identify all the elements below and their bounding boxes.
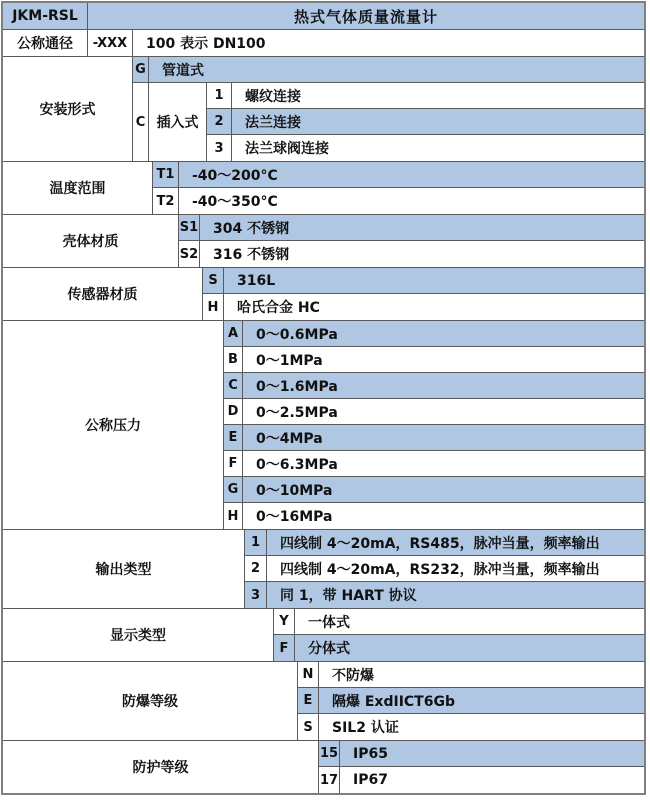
option-text: 法兰连接 <box>245 114 301 131</box>
option-code: H <box>203 294 224 320</box>
option-code: S <box>298 714 319 740</box>
option-code: S <box>203 268 224 293</box>
option-text: 哈氏合金 HC <box>237 300 320 316</box>
section-sensor-material <box>3 268 644 321</box>
option-row <box>224 321 644 347</box>
option-code: G <box>224 477 243 502</box>
option-row <box>224 347 644 373</box>
option-row <box>133 57 644 83</box>
option-code: 1 <box>207 83 232 108</box>
section-label: 防护等级 <box>3 741 319 793</box>
option-text: 管道式 <box>162 62 204 79</box>
option-row <box>245 582 644 608</box>
option-text: 同 1，带 HART 协议 <box>280 588 417 604</box>
option-row <box>224 503 644 529</box>
option-code: D <box>224 399 243 424</box>
option-code: A <box>224 321 243 346</box>
option-code: G <box>133 57 149 82</box>
option-text: 316 不锈钢 <box>213 247 290 263</box>
option-row <box>224 451 644 477</box>
option-text: IP67 <box>353 772 388 788</box>
option-row <box>179 215 644 241</box>
section-label: 输出类型 <box>3 530 245 608</box>
option-text: 一体式 <box>308 614 350 631</box>
option-code: 1 <box>245 530 267 555</box>
option-row <box>224 373 644 399</box>
section-label: 显示类型 <box>3 609 274 661</box>
section-install-type <box>3 57 644 162</box>
option-text: 304 不锈钢 <box>213 220 290 237</box>
section-output-type <box>3 530 644 609</box>
option-row <box>153 188 644 214</box>
option-text: 分体式 <box>308 641 350 657</box>
model-code-cell: JKM-RSL <box>3 3 88 29</box>
option-text: 0～1.6MPa <box>256 378 338 395</box>
option-code: F <box>224 451 243 476</box>
option-code: E <box>224 425 243 450</box>
option-row <box>179 241 644 267</box>
option-row <box>207 83 644 109</box>
section-protection-grade <box>3 741 644 793</box>
option-code: B <box>224 347 243 372</box>
option-row <box>298 688 644 714</box>
option-text: 0～4MPa <box>256 430 323 447</box>
option-code: 3 <box>207 135 232 161</box>
spec-selection-table <box>1 1 646 795</box>
option-text: 不防爆 <box>332 667 374 684</box>
option-text: 0～0.6MPa <box>256 326 338 343</box>
option-code: C <box>133 83 149 161</box>
section-label: 壳体材质 <box>3 215 179 267</box>
insert-type-label: 插入式 <box>149 83 207 161</box>
section-shell-material <box>3 215 644 268</box>
section-label: 温度范围 <box>3 162 153 214</box>
option-row <box>274 635 644 661</box>
option-row <box>319 767 644 793</box>
option-row <box>224 399 644 425</box>
option-row <box>207 135 644 161</box>
option-text: 0～2.5MPa <box>256 404 338 421</box>
option-row <box>224 477 644 503</box>
section-display-type <box>3 609 644 662</box>
section-nominal-diameter <box>3 30 644 57</box>
option-text: IP65 <box>353 745 388 762</box>
section-label: 公称压力 <box>3 321 224 529</box>
section-label: 安装形式 <box>3 57 133 161</box>
option-code: H <box>224 503 243 529</box>
option-code: C <box>224 373 243 398</box>
option-text: 法兰球阀连接 <box>245 141 329 157</box>
option-text: 四线制 4～20mA，RS485，脉冲当量，频率输出 <box>280 535 600 552</box>
option-row <box>245 556 644 582</box>
option-text: -40～350°C <box>192 194 278 210</box>
option-row <box>319 741 644 767</box>
option-row <box>153 162 644 188</box>
option-code: 2 <box>245 556 267 581</box>
option-code: T2 <box>153 188 179 214</box>
option-row <box>207 109 644 135</box>
option-code: -XXX <box>88 30 133 56</box>
option-code: 15 <box>319 741 340 766</box>
option-text: 隔爆 ExdIICT6Gb <box>332 693 455 710</box>
option-text: 0～16MPa <box>256 509 333 525</box>
option-text: 四线制 4～20mA，RS232，脉冲当量，频率输出 <box>280 561 600 578</box>
option-code: 17 <box>319 767 340 793</box>
option-row <box>274 609 644 635</box>
option-text: 0～6.3MPa <box>256 456 338 473</box>
section-explosion-proof-grade <box>3 662 644 741</box>
option-code: 2 <box>207 109 232 134</box>
option-text: 0～10MPa <box>256 482 333 499</box>
option-text: 316L <box>237 272 276 289</box>
option-code: Y <box>274 609 295 634</box>
section-label: 防爆等级 <box>3 662 298 740</box>
section-temperature-range <box>3 162 644 215</box>
section-nominal-pressure <box>3 321 644 530</box>
option-row <box>245 530 644 556</box>
section-header <box>3 3 644 30</box>
table-title: 热式气体质量流量计 <box>293 7 438 26</box>
section-label: 传感器材质 <box>3 268 203 320</box>
option-text: 螺纹连接 <box>245 88 301 105</box>
section-label: 公称通径 <box>3 30 88 56</box>
option-code: 3 <box>245 582 267 608</box>
option-text: SIL2 认证 <box>332 720 399 736</box>
option-row <box>203 268 644 294</box>
option-text: 100 表示 DN100 <box>146 36 266 52</box>
option-text: -40～200°C <box>192 167 278 184</box>
option-code: N <box>298 662 319 687</box>
option-code: T1 <box>153 162 179 187</box>
option-row <box>224 425 644 451</box>
option-code: S1 <box>179 215 200 240</box>
insert-type-block <box>133 83 644 161</box>
option-code: S2 <box>179 241 200 267</box>
option-text: 0～1MPa <box>256 352 323 369</box>
option-row <box>298 662 644 688</box>
option-code: E <box>298 688 319 713</box>
option-row <box>298 714 644 740</box>
option-row <box>203 294 644 320</box>
option-code: F <box>274 635 295 661</box>
